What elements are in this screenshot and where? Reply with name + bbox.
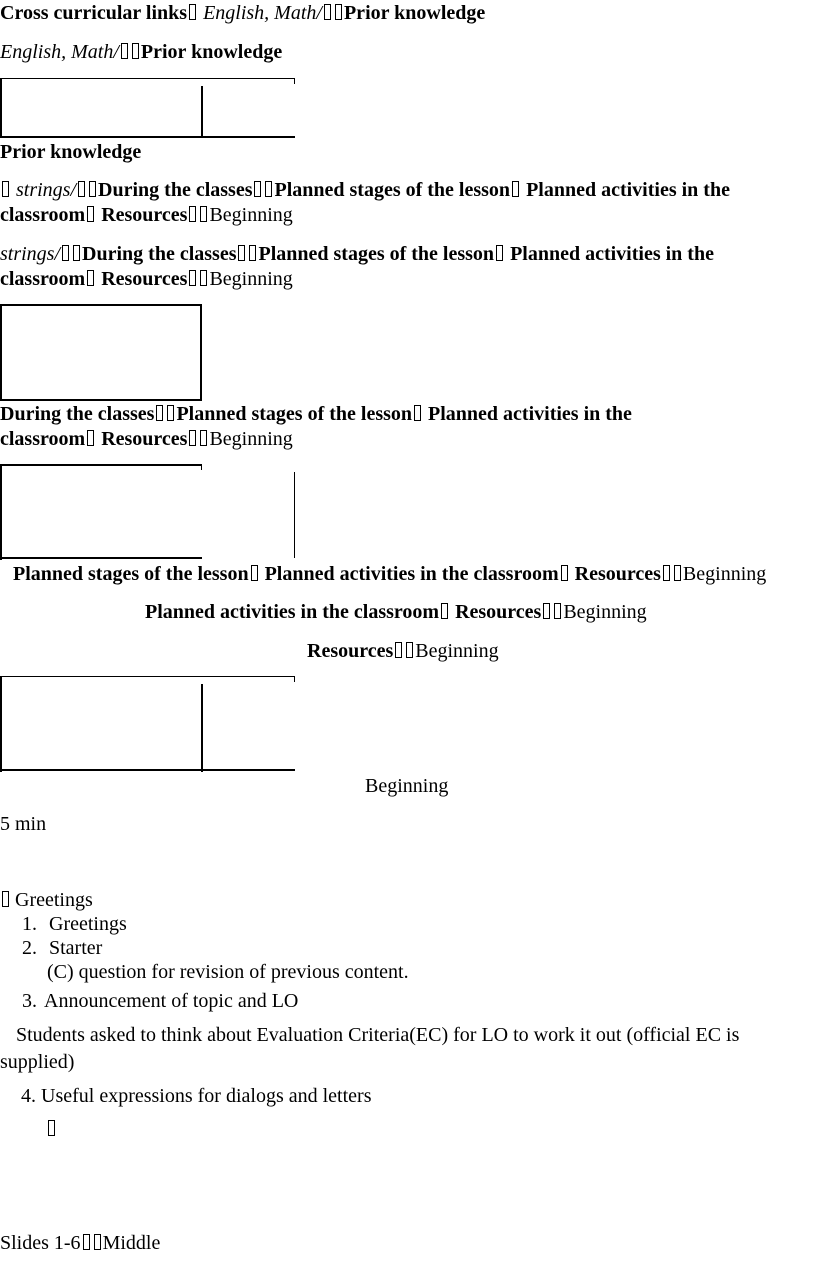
missing-glyph-icon <box>46 1117 57 1142</box>
starter-note: (C) question for revision of previous content. <box>47 961 409 983</box>
during-classes-label: During the classes <box>82 243 237 265</box>
duration-text: 5 min <box>0 813 47 835</box>
planned-activities-label: Planned activities in the classroom <box>145 601 440 623</box>
prior-knowledge-heading: Prior knowledge <box>0 141 142 163</box>
missing-glyph-icon <box>87 430 94 446</box>
missing-glyph-icon <box>189 270 196 286</box>
missing-glyph-icon <box>83 1234 90 1250</box>
missing-glyph-icon <box>663 565 670 581</box>
list-item <box>22 989 298 1014</box>
missing-glyph-icon <box>189 4 196 20</box>
classroom-label: classroom <box>0 204 86 226</box>
missing-glyph-icon <box>87 206 94 222</box>
classroom-line <box>0 427 293 452</box>
planned-stages-label: Planned stages of the lesson <box>13 563 249 585</box>
greetings-text: Greetings <box>15 889 93 911</box>
classroom-line <box>0 267 293 292</box>
slides-line <box>0 1231 160 1256</box>
list-number: 3. <box>22 990 37 1012</box>
strings-text: strings <box>0 243 55 265</box>
list-item <box>22 912 127 937</box>
classroom-label: classroom <box>0 268 86 290</box>
beginning-text: Beginning <box>563 601 647 623</box>
list-number: 2. <box>22 937 37 959</box>
missing-glyph-icon <box>265 181 272 197</box>
missing-glyph-icon <box>441 603 448 619</box>
strings-line: strings/ During the classes Planned stages of the lesson Planned activities in the <box>0 178 730 203</box>
missing-glyph-icon <box>496 245 503 261</box>
missing-glyph-icon <box>251 565 258 581</box>
missing-glyph-icon <box>189 206 196 222</box>
missing-glyph-icon <box>561 565 568 581</box>
beginning-heading: Beginning <box>365 775 449 797</box>
subjects-line: English, Math/ Prior knowledge <box>0 41 283 63</box>
missing-glyph-icon <box>406 642 413 658</box>
slides-text: Slides 1-6 <box>0 1232 81 1254</box>
list-text: Starter <box>49 937 103 959</box>
greetings-lead <box>0 888 93 913</box>
subjects-text: English, Math <box>0 41 114 63</box>
evaluation-criteria-text: Students asked to think about Evaluation Criteria(EC) for LO to work it out (official EC is <box>16 1024 740 1046</box>
during-classes-line <box>0 402 632 427</box>
missing-glyph-icon <box>87 270 94 286</box>
prior-knowledge-label: Prior knowledge <box>343 2 486 24</box>
during-classes-label: During the classes <box>98 179 253 201</box>
strings-text: strings <box>11 179 71 201</box>
missing-glyph-icon <box>249 245 256 261</box>
resources-label: Resources <box>96 428 188 450</box>
missing-glyph-icon <box>543 603 550 619</box>
subjects-text: English, Math <box>198 2 317 24</box>
table-cell-frame <box>0 304 202 401</box>
missing-glyph-icon <box>324 4 331 20</box>
beginning-text: Beginning <box>682 563 767 585</box>
planned-activities-label: Planned activities in the <box>423 403 632 425</box>
evaluation-criteria-text-cont: supplied) <box>0 1051 75 1073</box>
missing-glyph-icon <box>200 430 207 446</box>
cross-curricular-label: Cross curricular links <box>0 2 188 24</box>
missing-glyph-icon <box>395 642 402 658</box>
resources-label: Resources <box>96 268 188 290</box>
resources-label: Resources <box>96 204 188 226</box>
missing-glyph-icon <box>73 245 80 261</box>
list-item <box>22 936 102 961</box>
missing-glyph-icon <box>78 181 85 197</box>
planned-activities-line <box>145 600 647 625</box>
missing-glyph-icon <box>238 245 245 261</box>
beginning-text: Beginning <box>209 204 293 226</box>
missing-glyph-icon <box>167 405 174 421</box>
missing-glyph-icon <box>132 43 139 59</box>
list-text: Announcement of topic and LO <box>44 990 299 1012</box>
middle-text: Middle <box>102 1232 161 1254</box>
planned-stages-label: Planned stages of the lesson <box>274 179 511 201</box>
missing-glyph-icon <box>2 181 9 197</box>
strings-line: strings/ During the classes Planned stages of the lesson Planned activities in the <box>0 243 714 265</box>
missing-glyph-icon <box>189 430 196 446</box>
planned-activities-label: Planned activities in the <box>521 179 730 201</box>
missing-glyph-icon <box>414 405 421 421</box>
beginning-text: Beginning <box>209 428 293 450</box>
missing-glyph-icon <box>94 1234 101 1250</box>
beginning-text: Beginning <box>209 268 293 290</box>
missing-glyph-icon <box>121 43 128 59</box>
resources-line <box>307 639 499 664</box>
list-text: Greetings <box>49 913 127 935</box>
missing-glyph-icon <box>89 181 96 197</box>
useful-expressions-item: 4. Useful expressions for dialogs and letters <box>21 1085 372 1107</box>
missing-glyph-icon <box>200 270 207 286</box>
during-classes-label: During the classes <box>0 403 155 425</box>
planned-activities-label: Planned activities in the <box>505 243 714 265</box>
resources-label: Resources <box>569 563 661 585</box>
beginning-text: Beginning <box>415 640 499 662</box>
missing-glyph-icon <box>156 405 163 421</box>
missing-glyph-icon <box>254 181 261 197</box>
missing-glyph-icon <box>62 245 69 261</box>
planned-stages-label: Planned stages of the lesson <box>176 403 413 425</box>
prior-knowledge-label: Prior knowledge <box>140 41 283 63</box>
missing-glyph-icon <box>2 891 9 907</box>
planned-activities-label: Planned activities in the classroom <box>259 563 559 585</box>
missing-glyph-icon <box>554 603 561 619</box>
cross-curricular-line: Cross curricular links English, Math/ Prior knowledge <box>0 2 486 24</box>
classroom-line <box>0 203 293 228</box>
missing-glyph-icon <box>200 206 207 222</box>
resources-label: Resources <box>307 640 394 662</box>
list-number: 1. <box>22 913 37 935</box>
missing-glyph-icon <box>674 565 681 581</box>
missing-glyph-icon <box>335 4 342 20</box>
missing-glyph-icon <box>512 181 519 197</box>
classroom-label: classroom <box>0 428 86 450</box>
resources-label: Resources <box>450 601 542 623</box>
planned-stages-label: Planned stages of the lesson <box>258 243 495 265</box>
planned-stages-line <box>13 562 766 587</box>
